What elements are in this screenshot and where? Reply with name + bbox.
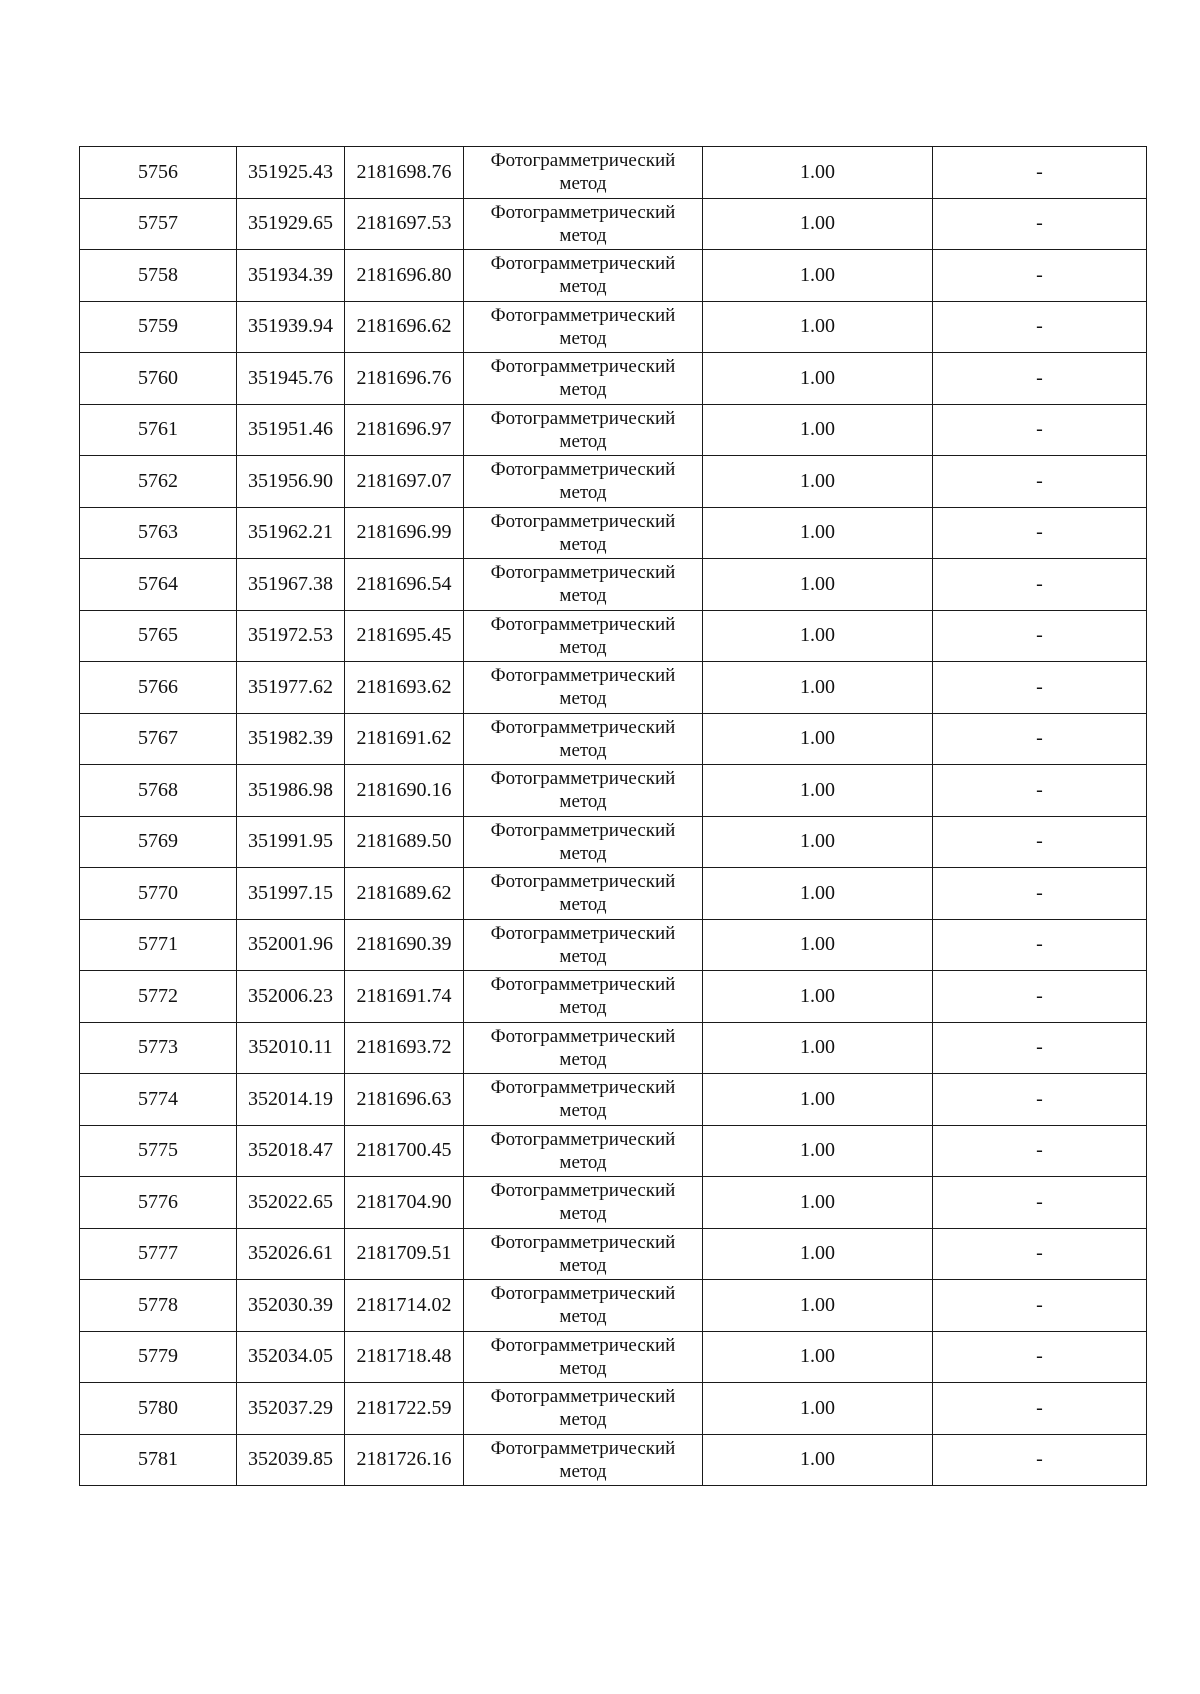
accuracy-cell: 1.00	[703, 1125, 933, 1177]
note-cell: -	[933, 1022, 1147, 1074]
table-row	[80, 456, 1147, 508]
method-line-1: Фотограмметрический	[490, 150, 676, 172]
point-number-cell: 5773	[80, 1022, 237, 1074]
note-cell: -	[933, 1434, 1147, 1486]
point-number-cell: 5774	[80, 1074, 237, 1126]
accuracy-cell: 1.00	[703, 713, 933, 765]
method-line-2: метод	[559, 791, 607, 813]
method-line-2: метод	[559, 585, 607, 607]
method-line-1: Фотограмметрический	[490, 1128, 676, 1150]
note-cell: -	[933, 816, 1147, 868]
table-row	[80, 816, 1147, 868]
table-row	[80, 353, 1147, 405]
y-coordinate-cell: 2181691.62	[345, 713, 464, 765]
method-line-1: Фотограмметрический	[490, 201, 676, 223]
y-coordinate-cell: 2181689.50	[345, 816, 464, 868]
table-row	[80, 662, 1147, 714]
y-coordinate-cell: 2181704.90	[345, 1177, 464, 1229]
note-cell: -	[933, 1125, 1147, 1177]
accuracy-cell: 1.00	[703, 610, 933, 662]
method-cell	[464, 1074, 703, 1126]
table-row	[80, 919, 1147, 971]
accuracy-cell: 1.00	[703, 662, 933, 714]
table-row	[80, 1280, 1147, 1332]
x-coordinate-cell: 352037.29	[237, 1383, 345, 1435]
point-number-cell: 5768	[80, 765, 237, 817]
accuracy-cell: 1.00	[703, 456, 933, 508]
method-line-2: метод	[559, 688, 607, 710]
method-line-2: метод	[559, 224, 607, 246]
table-row	[80, 971, 1147, 1023]
method-line-2: метод	[559, 1460, 607, 1482]
method-line-2: метод	[559, 739, 607, 761]
y-coordinate-cell: 2181696.62	[345, 301, 464, 353]
x-coordinate-cell: 351925.43	[237, 147, 345, 199]
method-line-1: Фотограмметрический	[490, 1334, 676, 1356]
method-line-1: Фотограмметрический	[490, 1025, 676, 1047]
accuracy-cell: 1.00	[703, 1177, 933, 1229]
coordinates-table	[79, 146, 1147, 1486]
point-number-cell: 5780	[80, 1383, 237, 1435]
note-cell: -	[933, 1331, 1147, 1383]
note-cell: -	[933, 1280, 1147, 1332]
note-cell: -	[933, 456, 1147, 508]
method-cell	[464, 610, 703, 662]
table-row	[80, 1383, 1147, 1435]
point-number-cell: 5765	[80, 610, 237, 662]
table-row	[80, 198, 1147, 250]
method-line-2: метод	[559, 1203, 607, 1225]
y-coordinate-cell: 2181689.62	[345, 868, 464, 920]
x-coordinate-cell: 351945.76	[237, 353, 345, 405]
accuracy-cell: 1.00	[703, 1228, 933, 1280]
table-row	[80, 507, 1147, 559]
note-cell: -	[933, 868, 1147, 920]
accuracy-cell: 1.00	[703, 301, 933, 353]
method-line-2: метод	[559, 1409, 607, 1431]
method-line-2: метод	[559, 533, 607, 555]
y-coordinate-cell: 2181722.59	[345, 1383, 464, 1435]
table-row	[80, 765, 1147, 817]
x-coordinate-cell: 352034.05	[237, 1331, 345, 1383]
method-line-2: метод	[559, 379, 607, 401]
method-line-1: Фотограмметрический	[490, 356, 676, 378]
y-coordinate-cell: 2181697.07	[345, 456, 464, 508]
point-number-cell: 5776	[80, 1177, 237, 1229]
x-coordinate-cell: 352001.96	[237, 919, 345, 971]
y-coordinate-cell: 2181693.62	[345, 662, 464, 714]
x-coordinate-cell: 352014.19	[237, 1074, 345, 1126]
method-cell	[464, 816, 703, 868]
method-line-1: Фотограмметрический	[490, 510, 676, 532]
method-cell	[464, 250, 703, 302]
table-row	[80, 1074, 1147, 1126]
accuracy-cell: 1.00	[703, 147, 933, 199]
point-number-cell: 5778	[80, 1280, 237, 1332]
method-cell	[464, 868, 703, 920]
method-cell	[464, 1434, 703, 1486]
note-cell: -	[933, 1074, 1147, 1126]
accuracy-cell: 1.00	[703, 1434, 933, 1486]
y-coordinate-cell: 2181718.48	[345, 1331, 464, 1383]
method-line-2: метод	[559, 1100, 607, 1122]
table-row	[80, 868, 1147, 920]
method-line-1: Фотограмметрический	[490, 871, 676, 893]
x-coordinate-cell: 351934.39	[237, 250, 345, 302]
point-number-cell: 5764	[80, 559, 237, 611]
method-cell	[464, 353, 703, 405]
method-cell	[464, 1383, 703, 1435]
point-number-cell: 5779	[80, 1331, 237, 1383]
y-coordinate-cell: 2181695.45	[345, 610, 464, 662]
method-cell	[464, 765, 703, 817]
method-cell	[464, 971, 703, 1023]
y-coordinate-cell: 2181696.76	[345, 353, 464, 405]
method-cell	[464, 404, 703, 456]
point-number-cell: 5757	[80, 198, 237, 250]
point-number-cell: 5770	[80, 868, 237, 920]
table-row	[80, 1331, 1147, 1383]
table-row	[80, 559, 1147, 611]
method-cell	[464, 456, 703, 508]
x-coordinate-cell: 352018.47	[237, 1125, 345, 1177]
accuracy-cell: 1.00	[703, 919, 933, 971]
accuracy-cell: 1.00	[703, 1074, 933, 1126]
point-number-cell: 5781	[80, 1434, 237, 1486]
y-coordinate-cell: 2181693.72	[345, 1022, 464, 1074]
note-cell: -	[933, 610, 1147, 662]
point-number-cell: 5762	[80, 456, 237, 508]
point-number-cell: 5777	[80, 1228, 237, 1280]
accuracy-cell: 1.00	[703, 559, 933, 611]
point-number-cell: 5758	[80, 250, 237, 302]
method-line-1: Фотограмметрический	[490, 253, 676, 275]
method-line-1: Фотограмметрический	[490, 665, 676, 687]
table-row	[80, 1022, 1147, 1074]
x-coordinate-cell: 351977.62	[237, 662, 345, 714]
note-cell: -	[933, 1177, 1147, 1229]
table-row	[80, 1228, 1147, 1280]
method-line-2: метод	[559, 173, 607, 195]
method-cell	[464, 1022, 703, 1074]
method-line-1: Фотограмметрический	[490, 1180, 676, 1202]
method-line-1: Фотограмметрический	[490, 974, 676, 996]
x-coordinate-cell: 352006.23	[237, 971, 345, 1023]
method-cell	[464, 147, 703, 199]
point-number-cell: 5761	[80, 404, 237, 456]
x-coordinate-cell: 351956.90	[237, 456, 345, 508]
method-line-1: Фотограмметрический	[490, 768, 676, 790]
method-cell	[464, 662, 703, 714]
point-number-cell: 5763	[80, 507, 237, 559]
method-line-1: Фотограмметрический	[490, 1386, 676, 1408]
x-coordinate-cell: 351982.39	[237, 713, 345, 765]
method-line-1: Фотограмметрический	[490, 613, 676, 635]
y-coordinate-cell: 2181690.39	[345, 919, 464, 971]
table-row	[80, 713, 1147, 765]
y-coordinate-cell: 2181690.16	[345, 765, 464, 817]
method-line-2: метод	[559, 327, 607, 349]
method-line-2: метод	[559, 894, 607, 916]
method-cell	[464, 1331, 703, 1383]
method-line-2: метод	[559, 1306, 607, 1328]
note-cell: -	[933, 713, 1147, 765]
note-cell: -	[933, 301, 1147, 353]
x-coordinate-cell: 351967.38	[237, 559, 345, 611]
note-cell: -	[933, 147, 1147, 199]
note-cell: -	[933, 1383, 1147, 1435]
table-row	[80, 404, 1147, 456]
method-line-1: Фотограмметрический	[490, 716, 676, 738]
method-line-2: метод	[559, 1048, 607, 1070]
accuracy-cell: 1.00	[703, 1383, 933, 1435]
point-number-cell: 5767	[80, 713, 237, 765]
method-line-1: Фотограмметрический	[490, 819, 676, 841]
table-row	[80, 1125, 1147, 1177]
note-cell: -	[933, 765, 1147, 817]
x-coordinate-cell: 351939.94	[237, 301, 345, 353]
table-row	[80, 147, 1147, 199]
method-line-2: метод	[559, 1357, 607, 1379]
method-line-1: Фотограмметрический	[490, 1437, 676, 1459]
method-line-2: метод	[559, 430, 607, 452]
method-line-2: метод	[559, 276, 607, 298]
accuracy-cell: 1.00	[703, 816, 933, 868]
x-coordinate-cell: 351991.95	[237, 816, 345, 868]
note-cell: -	[933, 404, 1147, 456]
point-number-cell: 5769	[80, 816, 237, 868]
y-coordinate-cell: 2181709.51	[345, 1228, 464, 1280]
y-coordinate-cell: 2181696.99	[345, 507, 464, 559]
table-row	[80, 250, 1147, 302]
accuracy-cell: 1.00	[703, 507, 933, 559]
method-line-1: Фотограмметрический	[490, 1283, 676, 1305]
method-cell	[464, 919, 703, 971]
point-number-cell: 5771	[80, 919, 237, 971]
method-cell	[464, 559, 703, 611]
method-cell	[464, 1280, 703, 1332]
accuracy-cell: 1.00	[703, 868, 933, 920]
x-coordinate-cell: 351951.46	[237, 404, 345, 456]
y-coordinate-cell: 2181696.54	[345, 559, 464, 611]
x-coordinate-cell: 352026.61	[237, 1228, 345, 1280]
method-cell	[464, 198, 703, 250]
note-cell: -	[933, 971, 1147, 1023]
y-coordinate-cell: 2181696.80	[345, 250, 464, 302]
accuracy-cell: 1.00	[703, 1280, 933, 1332]
point-number-cell: 5759	[80, 301, 237, 353]
note-cell: -	[933, 507, 1147, 559]
method-cell	[464, 1125, 703, 1177]
table-row	[80, 301, 1147, 353]
note-cell: -	[933, 353, 1147, 405]
method-cell	[464, 1228, 703, 1280]
method-line-1: Фотограмметрический	[490, 304, 676, 326]
point-number-cell: 5775	[80, 1125, 237, 1177]
accuracy-cell: 1.00	[703, 765, 933, 817]
method-line-2: метод	[559, 997, 607, 1019]
note-cell: -	[933, 1228, 1147, 1280]
x-coordinate-cell: 352010.11	[237, 1022, 345, 1074]
point-number-cell: 5756	[80, 147, 237, 199]
accuracy-cell: 1.00	[703, 1331, 933, 1383]
x-coordinate-cell: 351986.98	[237, 765, 345, 817]
accuracy-cell: 1.00	[703, 404, 933, 456]
accuracy-cell: 1.00	[703, 1022, 933, 1074]
method-line-2: метод	[559, 842, 607, 864]
method-cell	[464, 1177, 703, 1229]
x-coordinate-cell: 352030.39	[237, 1280, 345, 1332]
x-coordinate-cell: 351997.15	[237, 868, 345, 920]
x-coordinate-cell: 352039.85	[237, 1434, 345, 1486]
y-coordinate-cell: 2181726.16	[345, 1434, 464, 1486]
point-number-cell: 5760	[80, 353, 237, 405]
method-line-1: Фотограмметрический	[490, 459, 676, 481]
y-coordinate-cell: 2181700.45	[345, 1125, 464, 1177]
method-line-1: Фотограмметрический	[490, 1077, 676, 1099]
y-coordinate-cell: 2181696.97	[345, 404, 464, 456]
x-coordinate-cell: 351962.21	[237, 507, 345, 559]
y-coordinate-cell: 2181691.74	[345, 971, 464, 1023]
method-line-2: метод	[559, 1151, 607, 1173]
method-cell	[464, 301, 703, 353]
x-coordinate-cell: 352022.65	[237, 1177, 345, 1229]
accuracy-cell: 1.00	[703, 971, 933, 1023]
method-line-2: метод	[559, 945, 607, 967]
y-coordinate-cell: 2181696.63	[345, 1074, 464, 1126]
accuracy-cell: 1.00	[703, 353, 933, 405]
method-cell	[464, 507, 703, 559]
table-row	[80, 1434, 1147, 1486]
method-line-1: Фотограмметрический	[490, 407, 676, 429]
y-coordinate-cell: 2181714.02	[345, 1280, 464, 1332]
note-cell: -	[933, 919, 1147, 971]
note-cell: -	[933, 250, 1147, 302]
x-coordinate-cell: 351929.65	[237, 198, 345, 250]
note-cell: -	[933, 198, 1147, 250]
x-coordinate-cell: 351972.53	[237, 610, 345, 662]
point-number-cell: 5772	[80, 971, 237, 1023]
table-body	[80, 147, 1147, 1486]
note-cell: -	[933, 662, 1147, 714]
method-line-1: Фотограмметрический	[490, 922, 676, 944]
accuracy-cell: 1.00	[703, 198, 933, 250]
method-line-1: Фотограмметрический	[490, 562, 676, 584]
method-line-2: метод	[559, 1254, 607, 1276]
table-row	[80, 1177, 1147, 1229]
method-line-2: метод	[559, 482, 607, 504]
method-line-1: Фотограмметрический	[490, 1231, 676, 1253]
accuracy-cell: 1.00	[703, 250, 933, 302]
note-cell: -	[933, 559, 1147, 611]
table-row	[80, 610, 1147, 662]
y-coordinate-cell: 2181697.53	[345, 198, 464, 250]
y-coordinate-cell: 2181698.76	[345, 147, 464, 199]
point-number-cell: 5766	[80, 662, 237, 714]
method-cell	[464, 713, 703, 765]
method-line-2: метод	[559, 636, 607, 658]
